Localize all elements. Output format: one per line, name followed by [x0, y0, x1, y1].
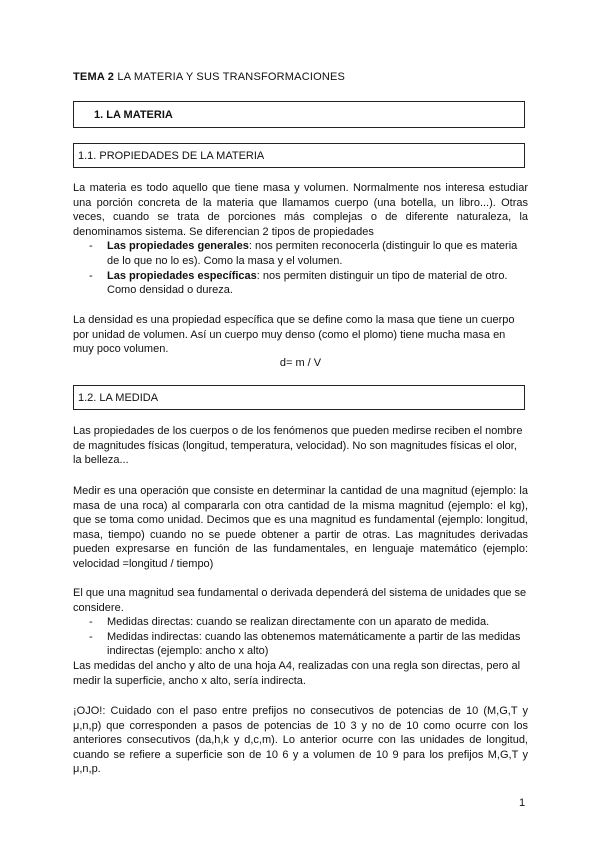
title-topic-name: LA MATERIA Y SUS TRANSFORMACIONES [114, 71, 346, 83]
list-item-text: : nos permiten distinguir un tipo de material de otro. Como densidad o dureza. [107, 269, 508, 297]
list-item-bold: Las propiedades específicas [107, 269, 257, 282]
density-formula: d= m / V [279, 357, 322, 369]
paragraph-materia [73, 181, 528, 298]
list-item [73, 239, 528, 268]
measures-list [73, 615, 528, 659]
title-topic-number: TEMA 2 [73, 71, 115, 83]
paragraph-ojo: ¡OJO!: Cuidado con el paso entre prefijos no consecutivos de potencias de 10 (M,G,T y μ,n,p) que corresponden a pasos de potencias de 10 3 y no de 10 como ocurre con los anteriores consecutivos (da,h,k y d,c,m). Lo anterior ocurre con las unidades de longitud, cuando se refiere a superficie son de 10 6 y a volumen de 10 9 para los prefijos M,G,T y μ,n,p. [73, 705, 528, 776]
paragraph-medir: Medir es una operación que consiste en determinar la cantidad de una magnitud (ejemplo: la masa de una roca) al compararla con otra cantidad de la misma magnitud (ejemplo: el kg), que se toma como unidad. Decimos que es una magnitud es fundamental (ejemplo: longitud, masa, tiempo) cuando no se puede obtener a partir de otras. Las magnitudes derivadas pueden expresarse en función de las fundamentales, en lenguaje matemático (ejemplo: velocidad =longitud / tiempo) [73, 485, 528, 570]
paragraph-density: La densidad es una propiedad específica que se define como la masa que tiene un cuerpo por unidad de volumen. Así un cuerpo muy denso (como el plomo) tiene mucha masa en muy poco volumen. [73, 314, 515, 356]
paragraph-sistema [73, 586, 528, 688]
list-item-text: : nos permiten reconocerla (distinguir lo que es materia de lo que no lo es). Como la masa y el volumen. [107, 240, 518, 267]
list-item [73, 269, 528, 298]
section-heading: 1. LA MATERIA [94, 108, 173, 121]
page-number: 1 [519, 797, 526, 809]
list-item: - Medidas directas: cuando se realizan directamente con un aparato de medida. [73, 615, 528, 630]
subsection-heading-measure: 1.2. LA MEDIDA [78, 391, 159, 404]
list-item: - Medidas indirectas: cuando las obtenemos matemáticamente a partir de las medidas indirectas (ejemplo: ancho x alto) [73, 630, 528, 659]
list-item-bold: Las propiedades generales [107, 240, 249, 253]
subsection-heading-properties: 1.1. PROPIEDADES DE LA MATERIA [78, 149, 265, 162]
subsection-heading-box [73, 385, 525, 410]
paragraph-text: La materia es todo aquello que tiene masa y volumen. Normalmente nos interesa estudiar una porción concreta de la materia que llamamos cuerpo (una botella, un libro...). Otras veces, cuando se trata de porciones más complejas o de diferente naturaleza, la denominamos sistema. Se diferencian 2 tipos de propiedades [73, 182, 528, 238]
paragraph-magnitudes: Las propiedades de los cuerpos o de los fenómenos que pueden medirse reciben el nombre de magnitudes físicas (longitud, temperatura, velocidad). No son magnitudes físicas el olor, la belleza... [73, 425, 523, 467]
properties-list [73, 239, 528, 297]
section-heading-box [73, 101, 525, 128]
paragraph-text: El que una magnitud sea fundamental o derivada dependerá del sistema de unidades que se considere. [73, 587, 527, 614]
document-title [73, 71, 345, 83]
subsection-heading-box [73, 143, 525, 168]
paragraph-text: Las medidas del ancho y alto de una hoja A4, realizadas con una regla son directas, pero al medir la superficie, ancho x alto, sería indirecta. [73, 659, 521, 687]
